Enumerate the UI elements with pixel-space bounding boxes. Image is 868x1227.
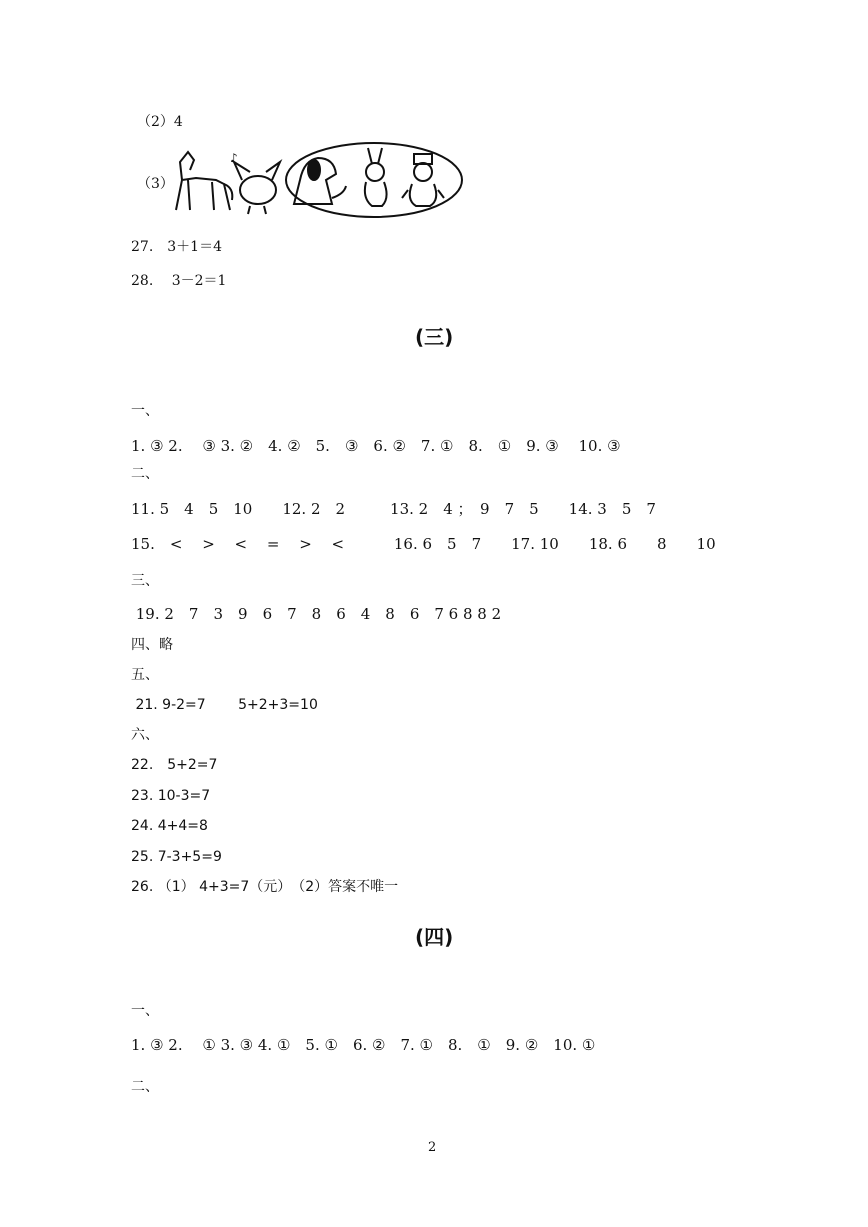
s3-heading-4: 四、略 xyxy=(131,637,173,653)
horse-icon xyxy=(176,152,232,210)
s3-answer-21: 21. 9-2=7 5+2+3=10 xyxy=(131,697,318,713)
s4-heading-2: 二、 xyxy=(131,1079,159,1095)
animals-figure xyxy=(168,140,468,220)
s3-answers-1-10: 1. ③ 2. ③ 3. ② 4. ② 5. ③ 6. ② 7. ① 8. ① 9. ③ 10. ③ xyxy=(131,437,621,455)
s3-answer-22: 22. 5+2=7 xyxy=(131,757,218,773)
s3-heading-6: 六、 xyxy=(131,727,159,743)
s3-heading-3: 三、 xyxy=(131,573,159,589)
answer-2-3-label: （3） xyxy=(137,176,174,192)
s3-answers-15-18: 15. < > < = > < 16. 6 5 7 17. 10 18. 6 8 10 xyxy=(131,535,716,553)
s3-heading-5: 五、 xyxy=(131,667,159,683)
answer-27: 27. 3＋1＝4 xyxy=(131,239,222,255)
s4-answers-1-10: 1. ③ 2. ① 3. ③ 4. ① 5. ① 6. ② 7. ① 8. ① 9. ② 10. ① xyxy=(131,1036,596,1054)
rabbit-icon xyxy=(365,148,387,206)
section-4-title: (四) xyxy=(415,925,454,949)
section-3-title: (三) xyxy=(415,325,454,349)
s3-heading-2: 二、 xyxy=(131,466,159,482)
dog-icon xyxy=(294,158,346,204)
s3-answer-19: 19. 2 7 3 9 6 7 8 6 4 8 6 7 6 8 8 2 xyxy=(131,605,502,623)
answer-28: 28. 3－2＝1 xyxy=(131,273,227,289)
page-number: 2 xyxy=(428,1140,437,1155)
s3-answer-24: 24. 4+4=8 xyxy=(131,818,208,834)
monkey-icon xyxy=(402,154,444,206)
s4-heading-1: 一、 xyxy=(131,1003,159,1019)
s3-heading-1: 一、 xyxy=(131,403,159,419)
svg-text:♪: ♪ xyxy=(230,151,238,165)
s3-answers-11-14: 11. 5 4 5 10 12. 2 2 13. 2 4 ； 9 7 5 14. 3 5 7 xyxy=(131,500,656,518)
bird-icon xyxy=(230,151,280,214)
answer-2-2: （2）4 xyxy=(137,114,183,130)
s3-answer-23: 23. 10-3=7 xyxy=(131,788,211,804)
s3-answer-25: 25. 7-3+5=9 xyxy=(131,849,222,865)
s3-answer-26: 26. （1） 4+3=7（元） （2）答案不唯一 xyxy=(131,879,399,895)
